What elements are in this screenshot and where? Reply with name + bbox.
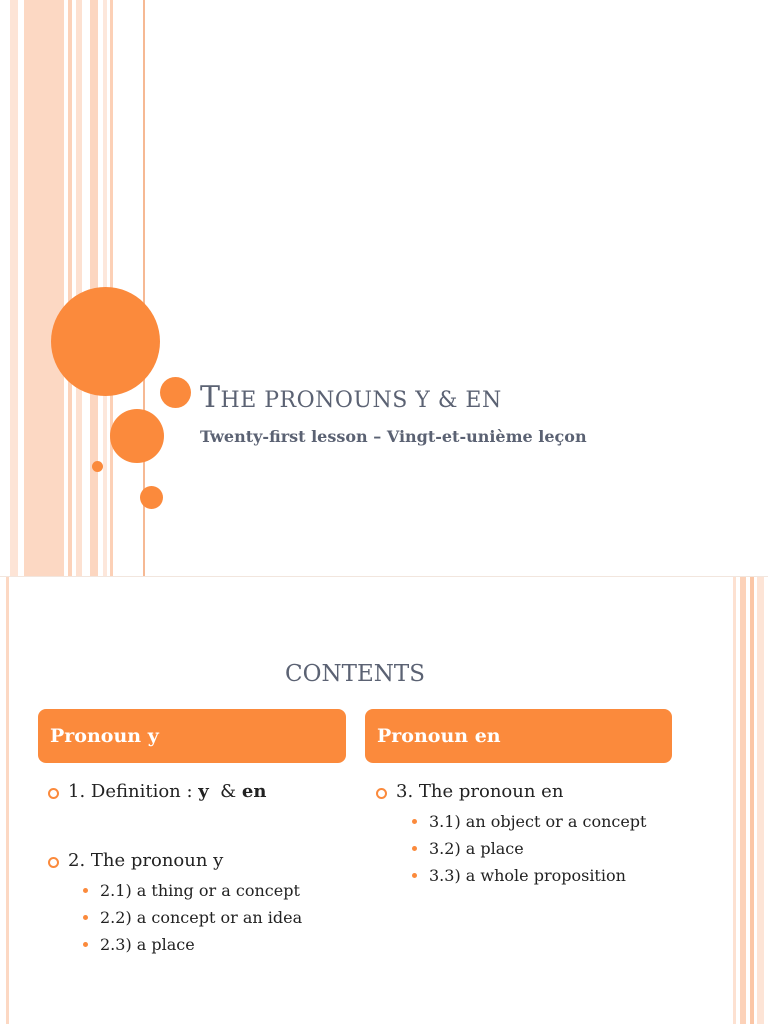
stripe — [24, 0, 64, 576]
slide-title: THE PRONOUNS Y & EN — [200, 380, 502, 415]
stripe — [6, 577, 9, 1024]
decorative-circle-tiny — [92, 461, 103, 472]
stripe — [750, 577, 754, 1024]
ring-bullet-icon — [48, 857, 59, 868]
dot-bullet-icon — [412, 873, 417, 878]
dot-bullet-icon — [83, 942, 88, 947]
pronoun-en-header: Pronoun en — [365, 709, 672, 763]
stripe — [10, 0, 18, 576]
sub-list-item: 3.2) a place — [429, 839, 524, 858]
list-item: 1. Definition : y & en — [68, 781, 266, 802]
stripe — [76, 0, 82, 576]
stripe — [740, 577, 746, 1024]
stripe — [68, 0, 72, 576]
stripe — [733, 577, 736, 1024]
sub-list-item: 3.1) an object or a concept — [429, 812, 646, 831]
pronoun-y-header: Pronoun y — [38, 709, 346, 763]
dot-bullet-icon — [412, 846, 417, 851]
list-item: 3. The pronoun en — [396, 781, 563, 802]
dot-bullet-icon — [83, 915, 88, 920]
list-item: 2. The pronoun y — [68, 850, 223, 871]
ring-bullet-icon — [48, 788, 59, 799]
sub-list-item: 3.3) a whole proposition — [429, 866, 626, 885]
sub-list-item: 2.2) a concept or an idea — [100, 908, 302, 927]
ring-bullet-icon — [376, 788, 387, 799]
stripe — [757, 577, 764, 1024]
decorative-circle-small — [140, 486, 163, 509]
sub-list-item: 2.3) a place — [100, 935, 195, 954]
decorative-circle-medium — [110, 409, 164, 463]
contents-heading: CONTENTS — [285, 661, 425, 687]
sub-list-item: 2.1) a thing or a concept — [100, 881, 300, 900]
dot-bullet-icon — [83, 888, 88, 893]
decorative-circle-small — [160, 377, 191, 408]
slide-subtitle: Twenty-first lesson – Vingt-et-unième leçon — [200, 427, 587, 446]
dot-bullet-icon — [412, 819, 417, 824]
decorative-circle-large — [51, 287, 160, 396]
contents-slide — [0, 576, 768, 1024]
